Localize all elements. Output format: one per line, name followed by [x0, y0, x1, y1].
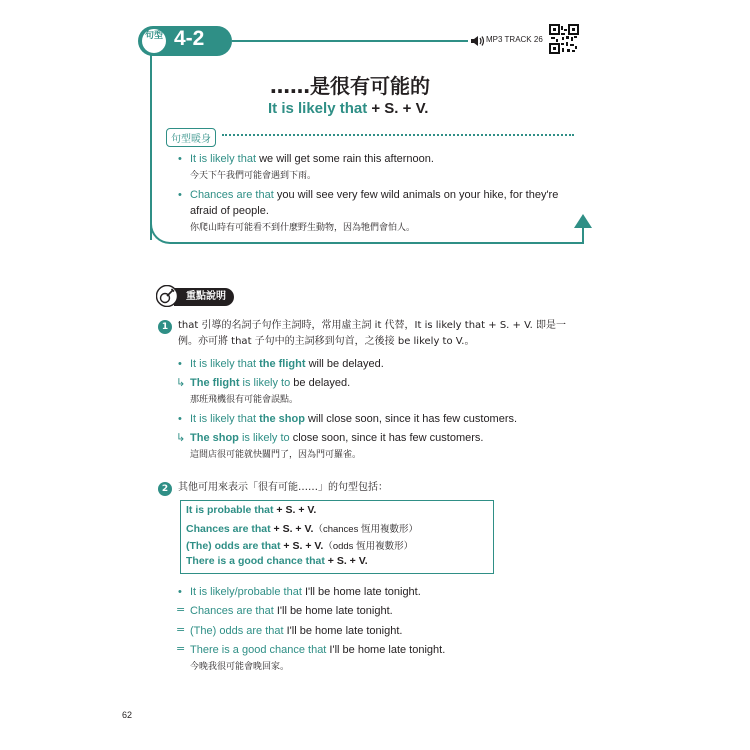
example-rest: will be delayed. — [305, 358, 384, 370]
point-1-translation-4: 這間店很可能就快關門了，因為門可羅雀。 — [190, 450, 362, 460]
equals-mark: = — [176, 603, 186, 616]
equals-mark: = — [176, 623, 186, 636]
page-subtitle — [268, 100, 428, 117]
pattern-rest: + S. + V. — [324, 555, 368, 567]
arrow-mark: ↳ — [176, 431, 186, 444]
track-label: MP3 TRACK 26 — [486, 35, 543, 44]
pattern-rest: + S. + V. — [273, 504, 317, 516]
example-bold: the shop — [259, 413, 305, 425]
keypoints-label: 重點說明 — [174, 288, 234, 306]
example-teal: It is likely/probable that — [190, 586, 302, 598]
arrow-mark: ↳ — [176, 376, 186, 389]
warmup-example-1 — [178, 151, 434, 167]
example-rest: we will get some rain this afternoon. — [256, 153, 434, 165]
page-title: ……是很有可能的 — [270, 74, 430, 98]
frame-right-line — [582, 228, 584, 244]
warmup-translation-1: 今天下午我們可能會遇到下雨。 — [190, 171, 317, 181]
point-2-example-1 — [178, 584, 421, 600]
example-bold: The shop — [190, 432, 239, 444]
point-1-translation-2: 那班飛機很有可能會誤點。 — [190, 395, 299, 405]
pattern-teal: Chances are that — [186, 523, 271, 535]
point-1-line-2: 例。亦可將 that 子句中的主詞移到句首，之後接 be likely to V.。 — [178, 336, 475, 347]
example-teal: is likely to — [239, 377, 291, 389]
speaker-icon[interactable] — [470, 34, 486, 48]
warmup-translation-2: 你爬山時有可能看不到什麼野生動物，因為牠們會怕人。 — [190, 223, 416, 233]
pattern-teal: (The) odds are that — [186, 540, 281, 552]
warmup-dotted-line — [222, 134, 574, 136]
pattern-line-1 — [186, 504, 316, 516]
example-rest: you will see very few wild animals on your hike, for they're — [273, 189, 559, 201]
example-teal: is likely to — [238, 432, 290, 444]
point-1-line-1: that 引導的名詞子句作主詞時，常用虛主詞 it 代替，It is likely that + S. + V. 即是一 — [178, 320, 566, 331]
point-1-example-2 — [190, 375, 350, 391]
page-number: 62 — [122, 710, 133, 720]
example-rest: be delayed. — [290, 377, 351, 389]
pattern-teal: There is a good chance that — [186, 555, 325, 567]
pattern-rest: + S. + V. — [270, 523, 314, 535]
warmup-example-2 — [178, 187, 559, 203]
point-1-example-1 — [178, 356, 384, 372]
pattern-rest: + S. + V. — [280, 540, 324, 552]
bullet-mark: • — [178, 153, 182, 165]
header-line — [232, 40, 468, 42]
pattern-line-4 — [186, 555, 368, 567]
example-teal: Chances are that — [190, 189, 274, 201]
bullet-mark: • — [178, 358, 182, 370]
bullet-mark: • — [178, 413, 182, 425]
warmup-label: 句型暖身 — [166, 128, 216, 147]
pattern-line-3 — [186, 538, 413, 552]
pattern-note: （odds 恆用複數形） — [323, 541, 414, 552]
point-2-example-4 — [190, 642, 445, 658]
example-rest: close soon, since it has few customers. — [289, 432, 484, 444]
example-teal: It is likely that — [190, 153, 257, 165]
bullet-mark: • — [178, 586, 182, 598]
example-teal: There is a good chance that — [190, 644, 327, 656]
point-2-example-3 — [190, 623, 402, 639]
frame-bottom-line — [172, 242, 584, 244]
warmup-example-2-cont: afraid of people. — [190, 205, 269, 217]
bullet-mark: • — [178, 189, 182, 201]
guitar-icon — [156, 285, 178, 307]
point-2-line-1: 其他可用來表示「很有可能……」的句型包括： — [178, 482, 388, 493]
section-badge: 句型 — [142, 29, 166, 53]
section-number: 4-2 — [174, 27, 205, 50]
subtitle-rest: + S. + V. — [367, 100, 429, 117]
frame-left-line — [150, 52, 152, 240]
example-rest: I'll be home late tonight. — [283, 625, 403, 637]
example-rest: will close soon, since it has few customers. — [304, 413, 518, 425]
example-bold: the flight — [259, 358, 306, 370]
point-number-2: 2 — [158, 482, 172, 496]
frame-corner — [150, 220, 174, 244]
point-2-translation-4: 今晚我很可能會晚回家。 — [190, 662, 290, 672]
pattern-teal: It is probable that — [186, 504, 274, 516]
example-teal: Chances are that — [190, 605, 274, 617]
example-rest: I'll be home late tonight. — [273, 605, 393, 617]
example-teal: It is likely that — [190, 413, 260, 425]
example-teal: It is likely that — [190, 358, 260, 370]
arrow-up-icon — [574, 214, 592, 228]
pattern-line-2 — [186, 521, 418, 535]
point-number-1: 1 — [158, 320, 172, 334]
point-1-example-3 — [178, 411, 518, 427]
example-bold: The flight — [190, 377, 240, 389]
point-1-example-4 — [190, 430, 483, 446]
equals-mark: = — [176, 642, 186, 655]
subtitle-teal: It is likely that — [268, 100, 368, 117]
qr-code-icon[interactable] — [549, 24, 579, 54]
example-rest: I'll be home late tonight. — [326, 644, 446, 656]
point-2-example-2 — [190, 603, 393, 619]
example-rest: I'll be home late tonight. — [301, 586, 421, 598]
pattern-note: （chances 恆用複數形） — [313, 524, 418, 535]
example-teal: (The) odds are that — [190, 625, 284, 637]
